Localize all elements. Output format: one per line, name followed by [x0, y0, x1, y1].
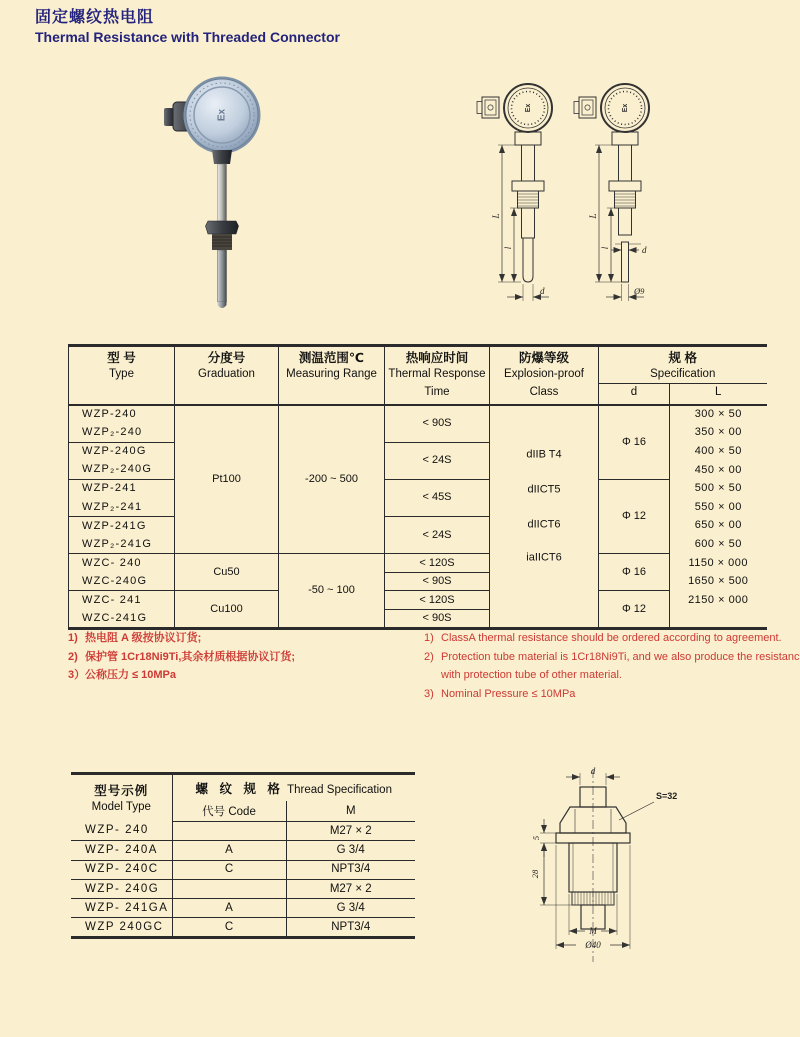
- explosion-class-value: iaIICT6: [526, 551, 562, 564]
- thread-value: NPT3/4: [286, 918, 415, 937]
- model-type-table: [71, 772, 415, 939]
- L-value: 600 × 50: [670, 535, 767, 554]
- L-value: 300 × 50: [670, 405, 767, 424]
- col-header-explosion: 防爆等级 Explosion-proof Class: [490, 346, 599, 406]
- conn-dim-M-label: M: [589, 926, 597, 936]
- type-value: WZP-240: [69, 405, 175, 424]
- thread-value: M27 × 2: [286, 822, 415, 841]
- product-photo: [152, 71, 302, 311]
- L-value: 450 × 00: [670, 461, 767, 480]
- type-value: WZC- 241: [69, 591, 175, 610]
- table-row: [71, 822, 415, 841]
- L-value: [670, 610, 767, 629]
- type-value: WZP₂-240: [69, 424, 175, 443]
- dim-d-label: d: [642, 245, 647, 255]
- type-value: WZC-241G: [69, 610, 175, 629]
- L-value: 500 × 50: [670, 479, 767, 498]
- table-row: [71, 879, 415, 898]
- d-value: Φ 12: [599, 479, 670, 553]
- model-value: WZP 240GC: [85, 920, 164, 933]
- explosion-class-cell: [490, 405, 599, 628]
- col-header-type-zh: 型 号: [107, 351, 136, 365]
- page-title-zh: 固定螺纹热电阻: [35, 9, 155, 26]
- explosion-class-value: dIICT6: [527, 518, 561, 531]
- L-value: 400 × 50: [670, 442, 767, 461]
- drawing-probe-element: [574, 84, 649, 301]
- type-value: WZC-240G: [69, 572, 175, 591]
- col-header-graduation: 分度号 Graduation: [175, 346, 279, 406]
- graduation-value: Pt100: [175, 405, 279, 554]
- table-row: [71, 841, 415, 860]
- type-value: WZP-241: [69, 479, 175, 498]
- dim-L-label: L: [491, 213, 501, 219]
- spec-table: [68, 344, 767, 630]
- d-value: Φ 16: [599, 405, 670, 479]
- page-title: [35, 8, 340, 46]
- type-value: WZP-241G: [69, 517, 175, 536]
- note-item: 2) 保护管 1Cr18Ni9Ti,其余材质根据协议订货;: [68, 650, 296, 663]
- range-value: -200 ~ 500: [279, 405, 385, 554]
- response-time-value: < 90S: [385, 610, 490, 629]
- col-header-d: d: [599, 384, 670, 406]
- thread-value: G 3/4: [286, 841, 415, 860]
- response-time-value: < 90S: [385, 572, 490, 591]
- note-item: 3) Nominal Pressure ≤ 10MPa: [424, 687, 576, 700]
- thread-spec-header: 螺 纹 规 格 Thread Specification: [172, 774, 415, 802]
- L-value: 550 × 00: [670, 498, 767, 517]
- response-time-value: < 45S: [385, 479, 490, 516]
- code-value: C: [172, 860, 286, 879]
- note-item: 2) Protection tube material is 1Cr18Ni9Ti, and we also produce the resistanc with protection tube of other material.: [424, 650, 800, 681]
- dim-d-label: d: [540, 286, 545, 296]
- col-header-range: 测温范围℃ Measuring Range: [279, 346, 385, 406]
- connector-detail-drawing: [528, 757, 718, 972]
- table-row: [71, 899, 415, 918]
- col-header-type: [69, 346, 175, 406]
- photo-ex-mark: Ex: [216, 108, 228, 122]
- response-time-value: < 120S: [385, 591, 490, 610]
- code-value: A: [172, 899, 286, 918]
- model-value: WZP- 240C: [71, 860, 172, 879]
- photo-stem: [206, 150, 239, 308]
- L-value: 1650 × 500: [670, 572, 767, 591]
- table-row: [71, 918, 415, 937]
- table-row: [69, 405, 767, 424]
- table-row: [69, 591, 767, 610]
- thread-value: G 3/4: [286, 899, 415, 918]
- model-value: WZP- 240G: [71, 879, 172, 898]
- type-value: WZP₂-241G: [69, 535, 175, 554]
- conn-dim-dia40-label: Ø40: [585, 940, 601, 950]
- notes-en: [424, 629, 800, 703]
- code-value: A: [172, 841, 286, 860]
- note-item: 3） 公称压力 ≤ 10MPa: [68, 669, 177, 681]
- L-value: 2150 × 000: [670, 591, 767, 610]
- code-value: [172, 879, 286, 898]
- response-time-value: < 90S: [385, 405, 490, 442]
- code-value: [172, 822, 286, 841]
- type-value: WZP₂-241: [69, 498, 175, 517]
- L-value: 1150 × 000: [670, 554, 767, 573]
- type-value: WZP₂-240G: [69, 461, 175, 480]
- conn-dim-28-label: 28: [530, 869, 540, 879]
- notes-zh: [68, 629, 408, 685]
- explosion-class-value: dIIB T4: [526, 448, 562, 461]
- table-row: [71, 860, 415, 879]
- conn-hex-size-label: S=32: [656, 791, 678, 801]
- model-value: WZP- 241GA: [71, 899, 172, 918]
- col-header-L: L: [670, 384, 767, 406]
- d-value: Φ 16: [599, 554, 670, 591]
- col-header-response: 热响应时间 Thermal Response Time: [385, 346, 490, 406]
- dim-L-label: L: [588, 213, 598, 219]
- dim-l-label: l: [503, 246, 513, 250]
- model-value: WZP- 240A: [71, 841, 172, 860]
- outline-drawings: [462, 70, 692, 320]
- model-value: WZP- 240: [71, 822, 172, 841]
- type-value: WZC- 240: [69, 554, 175, 573]
- model-type-header: 型号示例 Model Type: [91, 783, 151, 813]
- table-row: [69, 479, 767, 498]
- response-time-value: < 24S: [385, 517, 490, 554]
- range-value: -50 ~ 100: [279, 554, 385, 628]
- drawing-ex-mark: Ex: [621, 103, 629, 113]
- dim-dia9-label: Ø9: [634, 286, 645, 296]
- explosion-class-value: dIICT5: [527, 483, 561, 496]
- graduation-value: Cu50: [175, 554, 279, 591]
- response-time-value: < 120S: [385, 554, 490, 573]
- m-header: M: [286, 801, 415, 822]
- type-value: WZP-240G: [69, 442, 175, 461]
- thread-value: NPT3/4: [286, 860, 415, 879]
- note-item: 1) 热电阻 A 级按协议订货;: [68, 632, 202, 644]
- page-title-en: Thermal Resistance with Threaded Connector: [35, 29, 340, 45]
- L-value: 350 × 00: [670, 424, 767, 443]
- col-header-type-en: Type: [109, 368, 134, 380]
- response-time-value: < 24S: [385, 442, 490, 479]
- conn-dim-5-label: 5: [531, 835, 541, 841]
- drawing-ex-mark: Ex: [524, 103, 532, 113]
- d-value: Φ 12: [599, 591, 670, 628]
- dim-l-label: l: [600, 246, 610, 250]
- photo-head: [184, 77, 261, 154]
- col-header-specification: 规 格 Specification: [599, 346, 767, 384]
- L-value: 650 × 00: [670, 517, 767, 536]
- note-item: 1) ClassA thermal resistance should be ordered according to agreement.: [424, 632, 782, 644]
- conn-dim-d-label: d: [590, 766, 596, 776]
- graduation-value: Cu100: [175, 591, 279, 628]
- code-header: 代号 Code: [172, 801, 286, 822]
- table-row: [69, 554, 767, 573]
- drawing-probe-plain: [477, 84, 552, 301]
- code-value: C: [172, 918, 286, 937]
- thread-value: M27 × 2: [286, 879, 415, 898]
